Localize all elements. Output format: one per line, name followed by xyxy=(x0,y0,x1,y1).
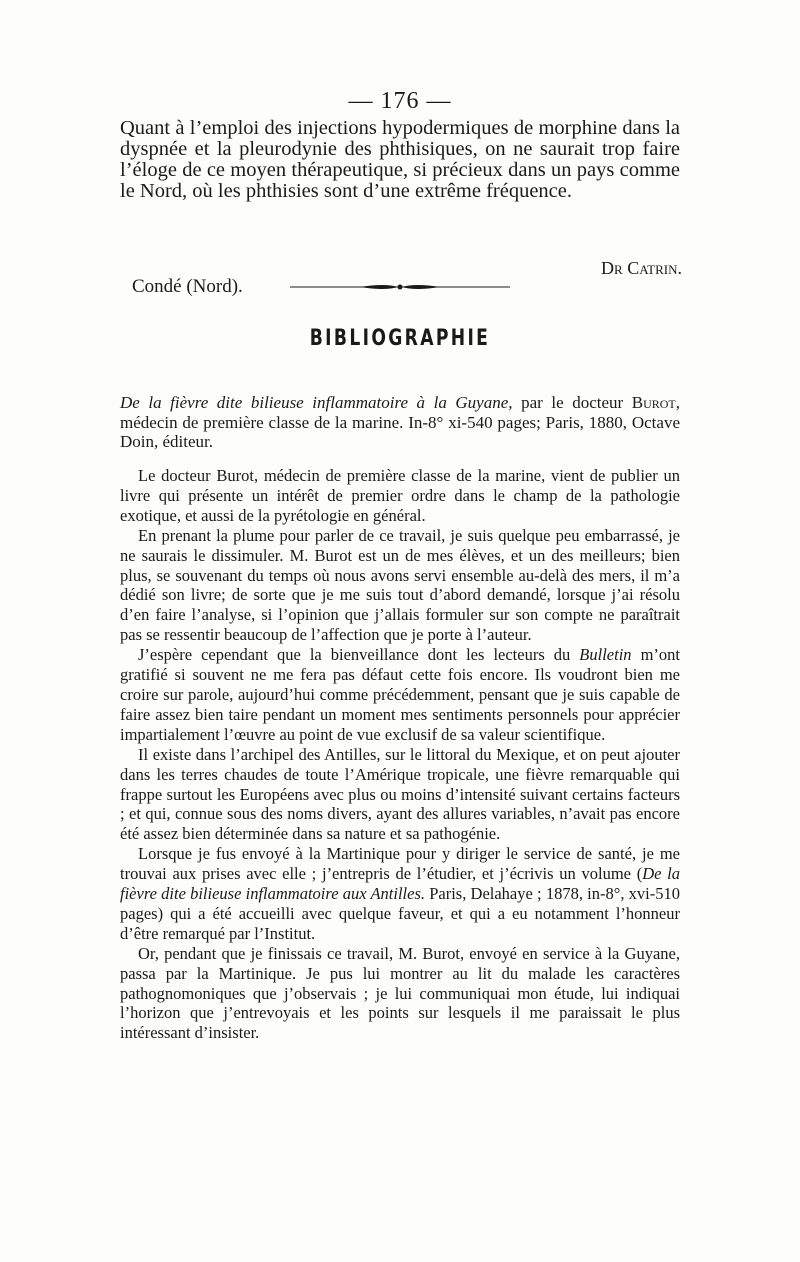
body-paragraph: Or, pendant que je finissais ce travail, M. Burot, envoyé en service à la Guyane, passa par la Martinique. Je pus lui montrer au lit du malade les caractères pathognomoniques que j’observais ; je lui communiquai mon étude, lui indiquai l’horizon que j’entrevoyais et les points sur lesquels il me paraissait le plus intéressant d’insister. xyxy=(120,943,680,1043)
page-number: — 176 — xyxy=(348,88,452,114)
body-paragraph: En prenant la plume pour parler de ce travail, je suis quelque peu embarrassé, je ne saurais le dissimuler. M. Burot est un de mes élèves, et un des meilleurs; bien plus, se souvenant du temps où nous avons servi ensemble au-delà des mers, il m’a dédié son livre; de sorte que je me suis tout d’abord demandé, lorsque j’ai résolu d’en faire l’analyse, si l’opinion que j’allais formuler sur son compte ne paraîtrait pas se ressentir beaucoup de l’affection que je porte à l’auteur. xyxy=(120,525,680,645)
bibliography-entry xyxy=(120,393,680,452)
section-title: BIBLIOGRAPHIE xyxy=(309,326,491,351)
book-title: De la fièvre dite bilieuse inflammatoire à la Guyane, xyxy=(120,393,513,412)
book-details: , médecin de première classe de la marine. In-8° xi-540 pages; Paris, 1880, Octave Doin, éditeur. xyxy=(120,393,680,451)
body-paragraph: Lorsque je fus envoyé à la Martinique pour y diriger le service de santé, je me trouvai aux prises avec elle ; j’entrepris de l’étudier, et j’écrivis un volume (De la fièvre dite bilieuse inflammatoire aux Antilles. Paris, Delahaye ; 1878, in-8°, xvi-510 pages) qui a été accueilli avec quelque faveur, et qui a eu notamment l’honneur d’être remarqué par l’Institut. xyxy=(120,844,680,943)
book-author: Burot xyxy=(631,393,676,412)
ornamental-divider xyxy=(290,283,510,291)
body-paragraph: J’espère cependant que la bienveillance dont les lecteurs du Bulletin m’ont gratifié si souvent ne me fera pas défaut cette fois encore. Ils voudront bien me croire sur parole, aujourd’hui comme précédemment, pensant que je suis capable de faire assez bien taire pendant un moment mes sentiments personnels pour apprécier impartialement l’œuvre au point de vue exclusif de sa valeur scientifique. xyxy=(120,645,680,744)
intro-paragraph xyxy=(120,118,680,202)
book-by: par le docteur xyxy=(512,393,632,412)
intro-text: Quant à l’emploi des injections hypodermiques de morphine dans la dyspnée et la pleurodynie des phthisiques, on ne saurait trop faire l’éloge de ce moyen thérapeutique, si précieux dans un pays comme le Nord, où les phthisies sont d’une extrême fréquence. xyxy=(120,117,680,202)
signature-author: Dr Catrin. xyxy=(601,258,682,278)
review-body xyxy=(120,466,680,1043)
body-paragraph: Il existe dans l’archipel des Antilles, sur le littoral du Mexique, et on peut ajouter dans les terres chaudes de toute l’Amérique tropicale, une fièvre remarquable qui frappe surtout les Européens avec plus ou moins d’intensité suivant certains facteurs ; et qui, connue sous des noms divers, ayant des allures variables, n’avait pas encore été assez bien déterminée dans sa nature et sa pathogénie. xyxy=(120,744,680,844)
body-paragraph: Le docteur Burot, médecin de première classe de la marine, vient de publier un livre qui présente un intérêt de premier ordre dans le champ de la pathologie exotique, et aussi de la pyrétologie en général. xyxy=(120,466,680,525)
signature-place: Condé (Nord). xyxy=(132,276,243,297)
